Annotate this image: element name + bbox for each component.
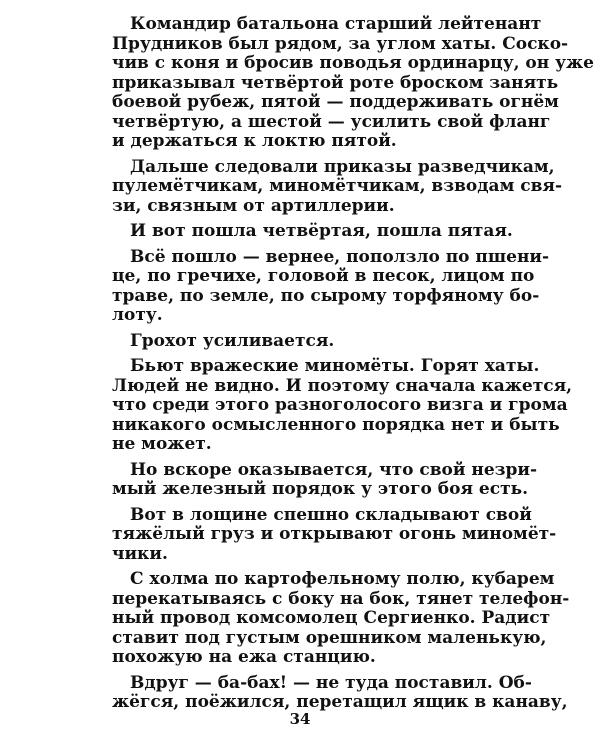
paragraph: [112, 332, 512, 352]
text-line: чики.: [112, 543, 168, 564]
paragraph: [112, 156, 563, 217]
text-line: похожую на ежа станцию.: [112, 647, 376, 667]
paragraph: [112, 222, 512, 242]
text-line: це, по гречихе, головой в песок, лицом по: [112, 266, 535, 286]
text-line: лоту.: [112, 305, 163, 325]
text-line: Вдруг — ба-бах! — не туда поставил. Об-: [130, 672, 532, 693]
paragraph: [112, 246, 550, 326]
text-line: никакого осмысленного порядка нет и быть: [112, 414, 560, 435]
paragraph: [112, 569, 570, 668]
text-line: не может.: [112, 434, 212, 454]
page-number: 34: [289, 710, 311, 728]
text-line: четвёртую, а шестой — усилить свой фланг: [112, 111, 551, 132]
body-text: [112, 14, 595, 719]
paragraph: [112, 672, 568, 713]
text-line: перекатываясь с боку на бок, тянет телефон-: [112, 588, 570, 609]
text-line: Всё пошло — вернее, поползло по пшени-: [130, 246, 550, 267]
text-line: мый железный порядок у этого боя есть.: [112, 479, 529, 499]
text-line: жёгся, поёжился, перетащил ящик в канаву,: [112, 692, 568, 712]
text-line: чив с коня и бросив поводья ординарцу, он уже: [112, 53, 595, 73]
text-line: Прудников был рядом, за углом хаты. Соско-: [112, 33, 569, 54]
text-line: ный провод комсомолец Сергиенко. Радист: [112, 608, 551, 628]
text-line: боевой рубеж, пятой — поддерживать огнём: [112, 92, 559, 112]
paragraph: [112, 356, 573, 455]
text-line: пулемётчикам, миномётчикам, взводам свя-: [112, 176, 563, 196]
text-line: И вот пошла четвёртая, пошла пятая.: [130, 221, 513, 241]
text-line: Командир батальона старший лейтенант: [130, 14, 542, 34]
text-line: Людей не видно. И поэтому сначала кажется,: [112, 375, 573, 396]
text-line: Бьют вражеские миномёты. Горят хаты.: [130, 356, 540, 376]
text-line: что среди этого разноголосого визга и грома: [112, 395, 568, 415]
text-line: Дальше следовали приказы разведчикам,: [130, 156, 555, 177]
text-line: ставит под густым орешником маленькую,: [112, 627, 547, 648]
text-line: тяжёлый груз и открывают огонь миномёт-: [112, 524, 557, 544]
text-line: С холма по картофельному полю, кубарем: [130, 569, 555, 589]
text-line: Грохот усиливается.: [130, 330, 335, 351]
paragraph: [112, 14, 595, 152]
text-line: приказывал четвёртой роте броском занять: [112, 72, 559, 93]
text-line: и держаться к локтю пятой.: [112, 131, 397, 151]
text-line: зи, связным от артиллерии.: [112, 195, 395, 216]
text-line: Вот в лощине спешно складывают свой: [130, 504, 532, 525]
paragraph: [112, 504, 557, 565]
paragraph: [112, 459, 538, 500]
text-line: траве, по земле, по сырому торфяному бо-: [112, 285, 540, 306]
text-line: Но вскоре оказывается, что свой незри-: [130, 459, 538, 480]
